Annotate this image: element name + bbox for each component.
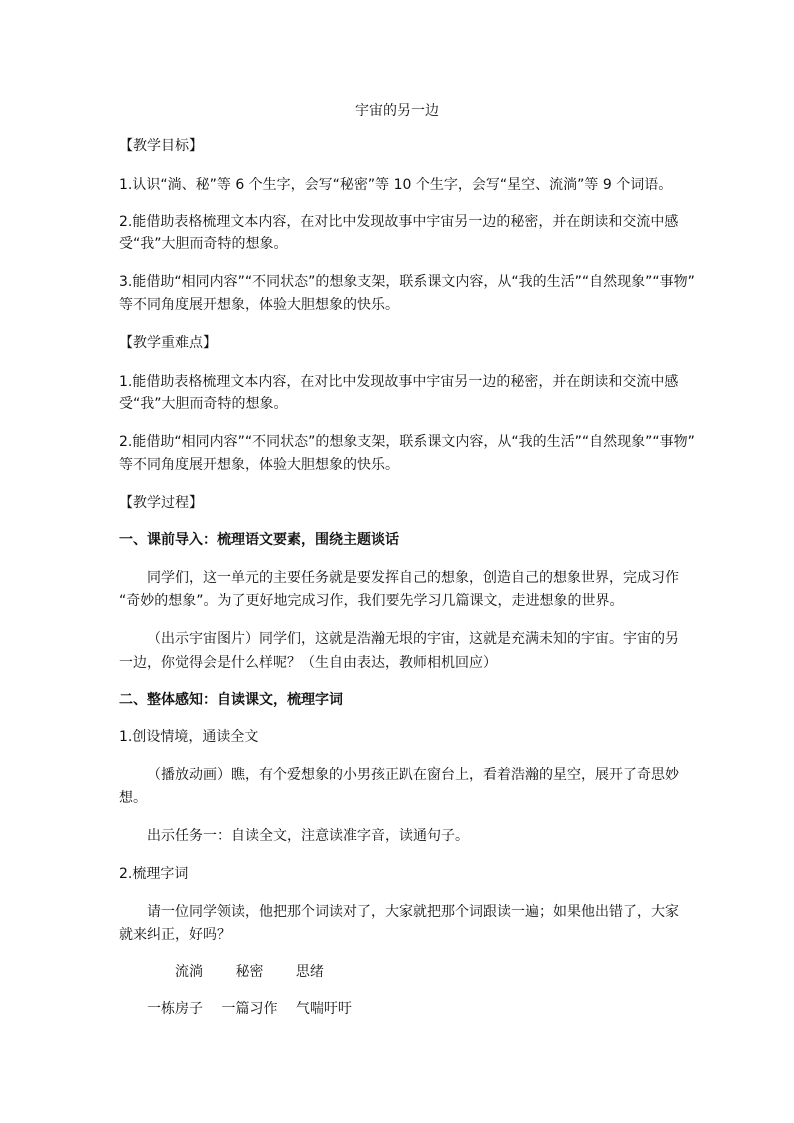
paragraph-3-line-2: 想。 (119, 790, 147, 806)
goal-3-line-1: 3.能借助“相同内容”“不同状态”的想象支架，联系课文内容，从“我的生活”“自然现象”“事物” (119, 274, 695, 290)
word-item: 思绪 (295, 964, 324, 980)
key-1-line-1: 1.能借助表格梳理文本内容，在对比中发现故事中宇宙另一边的秘密，并在朗读和交流中感 (119, 374, 679, 390)
key-2-line-2: 等不同角度展开想象，体验大胆想象的快乐。 (119, 457, 399, 473)
paragraph-1-line-1: 同学们，这一单元的主要任务就是要发挥自己的想象，创造自己的想象世界，完成习作 (147, 570, 679, 586)
paragraph-1-line-2: “奇妙的想象”。为了更好地完成习作，我们要先学习几篇课文，走进想象的世界。 (119, 593, 624, 609)
word-item: 秘密 (235, 964, 264, 980)
section-heading-key: 【教学重难点】 (119, 335, 217, 351)
step-2-heading: 2.梳理字词 (119, 866, 189, 882)
section-heading-process: 【教学过程】 (119, 495, 203, 511)
word-list-1 (175, 962, 575, 982)
goal-2-line-2: 受“我”大胆而奇特的想象。 (119, 236, 288, 252)
process-heading-1: 一、课前导入：梳理语文要素，围绕主题谈话 (119, 532, 399, 548)
paragraph-2-line-2: 一边，你觉得会是什么样呢？（生自由表达，教师相机回应） (119, 655, 497, 671)
document-title: 宇宙的另一边 (355, 103, 439, 119)
paragraph-5-line-2: 就来纠正，好吗？ (119, 927, 231, 943)
word-list-2 (147, 999, 547, 1019)
process-heading-2: 二、整体感知：自读课文，梳理字词 (119, 692, 343, 708)
key-2-line-1: 2.能借助“相同内容”“不同状态”的想象支架，联系课文内容，从“我的生活”“自然现象”“事物” (119, 434, 695, 450)
goal-1: 1.认识“淌、秘”等 6 个生字，会写“秘密”等 10 个生字，会写“星空、流淌”等 9 个词语。 (119, 177, 673, 193)
section-heading-goals: 【教学目标】 (119, 138, 203, 154)
goal-2-line-1: 2.能借助表格梳理文本内容，在对比中发现故事中宇宙另一边的秘密，并在朗读和交流中感 (119, 214, 679, 230)
key-1-line-2: 受“我”大胆而奇特的想象。 (119, 396, 288, 412)
paragraph-5-line-1: 请一位同学领读，他把那个词读对了，大家就把那个词跟读一遍；如果他出错了，大家 (147, 904, 679, 920)
paragraph-2-line-1: （出示宇宙图片）同学们，这就是浩瀚无垠的宇宙，这就是充满未知的宇宙。宇宙的另 (147, 631, 679, 647)
word-item: 一篇习作 (221, 1001, 278, 1017)
word-item: 流淌 (175, 964, 203, 980)
word-item: 一栋房子 (147, 1001, 203, 1017)
goal-3-line-2: 等不同角度展开想象，体验大胆想象的快乐。 (119, 297, 399, 313)
word-item: 气喘吁吁 (295, 1001, 352, 1017)
paragraph-4: 出示任务一：自读全文，注意读准字音，读通句子。 (147, 828, 469, 844)
paragraph-3-line-1: （播放动画）瞧，有个爱想象的小男孩正趴在窗台上，看着浩瀚的星空，展开了奇思妙 (147, 767, 679, 783)
step-1-heading: 1.创设情境，通读全文 (119, 729, 259, 745)
